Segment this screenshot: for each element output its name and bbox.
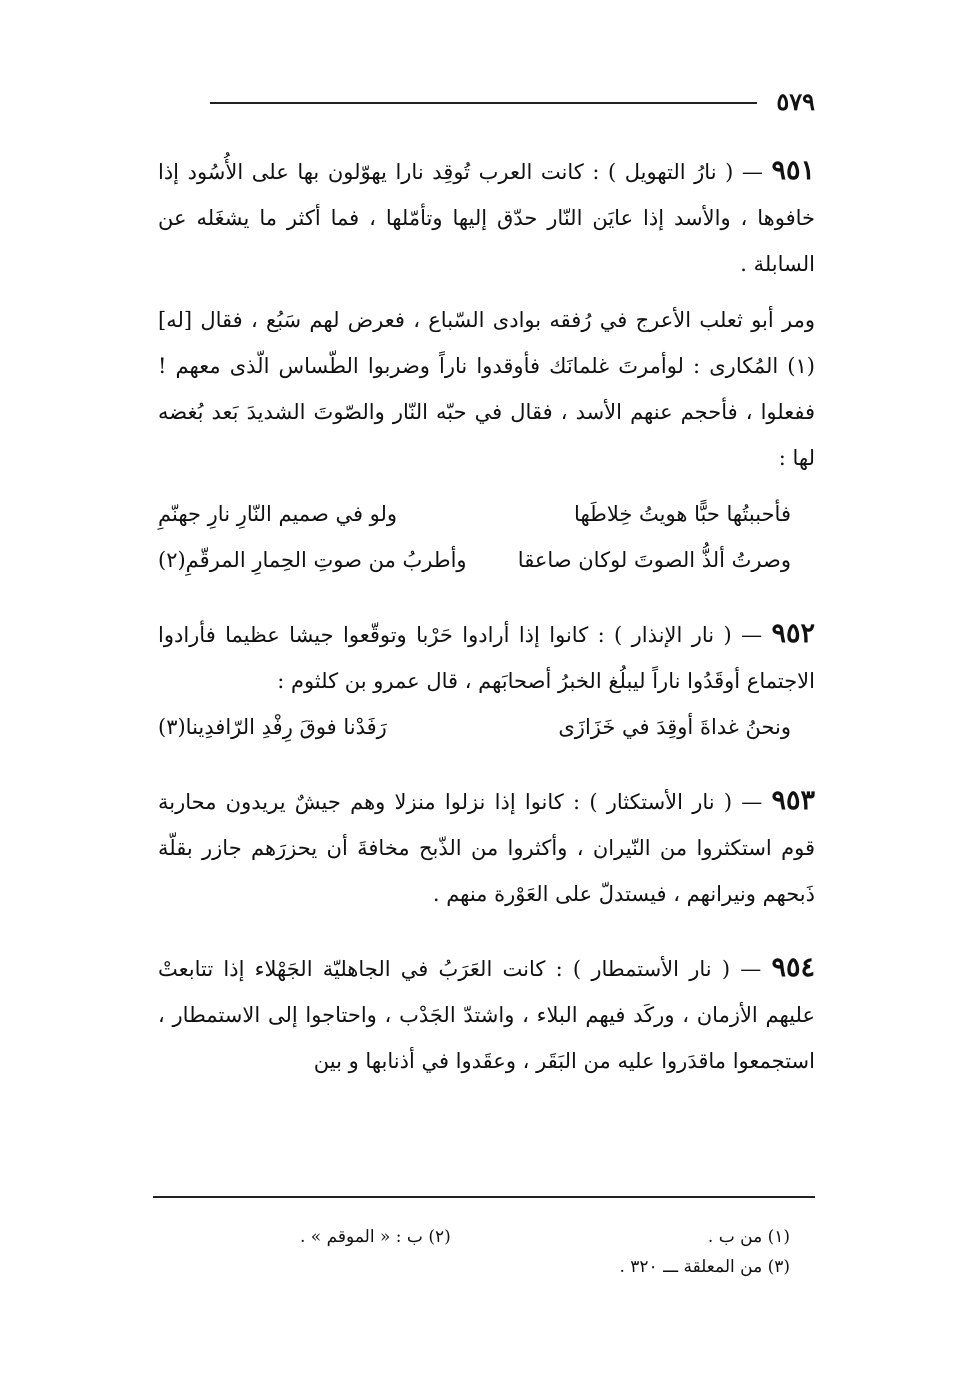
verse-line [158,491,815,537]
poem-1 [158,491,815,583]
entry-text: — ( نارُ التهويل ) : كانت العرب تُوقِد نارا يهوّلون بها على الأُسُود إذا خافوها ، والأسد إذا عايَن النّار حدّق إليها وتأمّلها ، فما أكثر ما يشغَله عن السابلة . [158,160,815,276]
verse-line [158,537,815,583]
footnote-row [300,1222,790,1252]
entry-number: ٩٥٢ [771,618,815,649]
page-number: ٥٧٩ [776,87,815,116]
footnote-rule [153,1196,815,1198]
entry-number: ٩٥١ [771,155,815,186]
verse-first-half: وصرتُ ألذُّ الصوتَ لوكان صاعقا [517,548,791,572]
entry-953 [158,778,815,917]
footnote-1: (١) من ب . [707,1227,790,1247]
anecdote-paragraph: ومر أبو ثعلب الأعرج في رُفقه بوادى السّباع ، فعرض لهم سَبُع ، فقال [له](١) المُكارى : لوأمرتَ غلمانَك فأوقدوا ناراً وضربوا الطّساس الّذى معهم ! ففعلوا ، فأحجم عنهم الأسد ، فقال في حبّه النّار والصّوتَ الشديدَ بَعد بُغضه لها : [158,308,815,470]
entry-952 [158,611,815,704]
verse-second-half: وأطربُ من صوتِ الحِمارِ المرقّمِ(٢) [158,548,467,572]
page-header [150,86,815,118]
entry-number: ٩٥٣ [771,785,815,816]
entry-text: — ( نار الأستكثار ) : كانوا إذا نزلوا منزلا وهم جيشٌ يريدون محاربة قوم استكثروا من النّيران ، وأكثروا من الذّبح مخافةَ أن يحزرَهم جازر بقلّة ذَبحهم ونيرانهم ، فيستدلّ على العَوْرة منهم . [158,790,815,906]
footnotes [300,1222,790,1282]
verse-line [158,704,815,750]
footnote-row [300,1252,790,1282]
entry-text: — ( نار الإنذار ) : كانوا إذا أرادوا حَرْبا وتوقّعوا جيشا عظيما فأرادوا الاجتماع أوقَدُوا ناراً ليبلُغ الخبرُ أصحابَهم ، قال عمرو بن كلثوم : [158,623,815,693]
verse-first-half: فأحببتُها حبًّا هويتُ خِلاطَها [574,502,791,526]
verse-second-half: رَفَدْنا فوقَ رِفْدِ الرّافدِينا(٣) [158,715,387,739]
header-rule [210,102,757,104]
entry-number: ٩٥٤ [771,952,815,983]
entry-954 [158,945,815,1084]
entry-text: — ( نار الأستمطار ) : كانت العَرَبُ في الجاهليّة الجَهْلاء إذا تتابعتْ عليهم الأزمان ، وركَد فيهم البلاء ، واشتدّ الجَدْب ، واحتاجوا إلى الاستمطار ، استجمعوا ماقدَروا عليه من البَقَر ، وعقَدوا في أذنابها و بين [158,957,815,1073]
footnote-2: (٢) ب : « الموقم » . [300,1227,451,1247]
footnote-3: (٣) من المعلقة ـــ ٣٢٠ . [619,1257,790,1277]
verse-second-half: ولو في صميم النّارِ نارِ جهنّمِ [158,502,398,526]
page-body [158,148,815,1084]
entry-951 [158,148,815,287]
verse-first-half: ونحنُ غداةَ أوقِدَ في خَزَازَى [558,715,791,739]
poem-2 [158,704,815,750]
